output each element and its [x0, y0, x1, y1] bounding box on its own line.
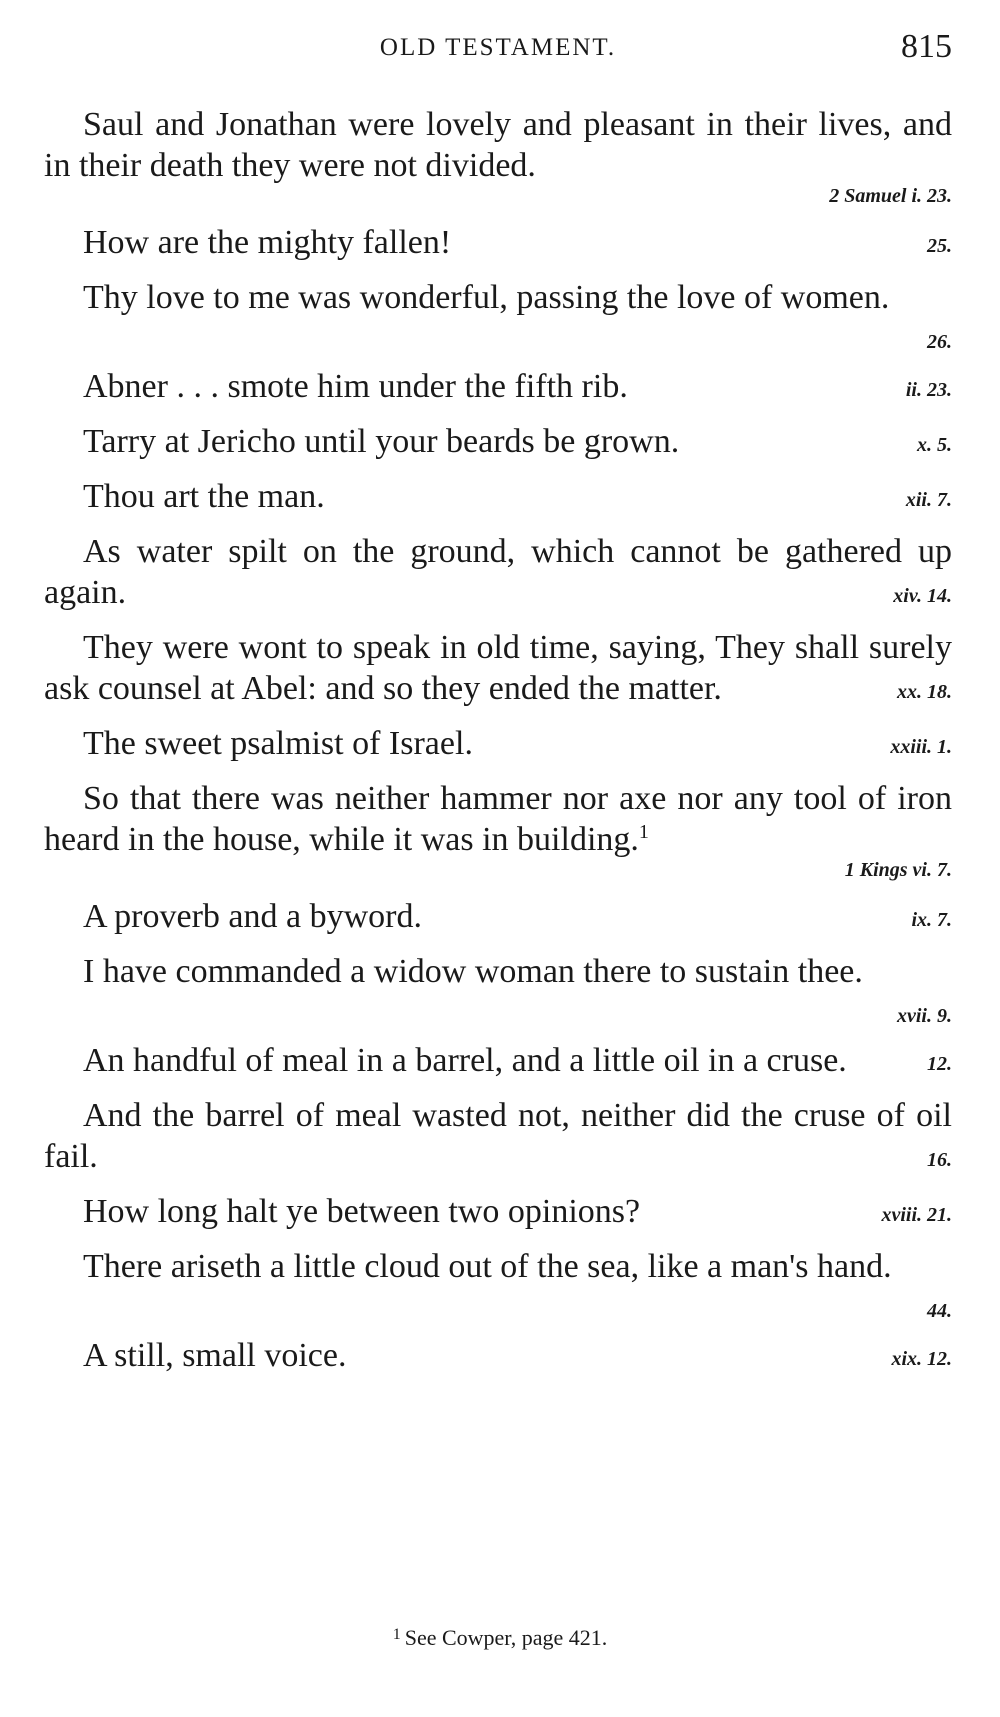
page-number: 815: [901, 28, 952, 65]
quotation-entry: [44, 277, 952, 352]
quotation-entry: [44, 366, 952, 407]
quote-reference: xxiii. 1.: [890, 736, 952, 758]
quote-text: They were wont to speak in old time, saying, They shall surely ask counsel at Abel: and so they ended the matter. xx. 18.: [44, 629, 952, 707]
quotation-entry: [44, 1191, 952, 1232]
quote-reference: 1 Kings vi. 7.: [844, 859, 952, 881]
quote-reference: xx. 18.: [897, 681, 952, 703]
quote-text: xii. 7. Thou art the man.: [83, 478, 952, 515]
quotation-entry: [44, 1095, 952, 1177]
quote-reference: xiv. 14.: [893, 585, 952, 607]
quotation-entry: [44, 723, 952, 764]
quote-reference: xvii. 9.: [897, 1005, 952, 1027]
quotation-entry: [44, 531, 952, 613]
quote-text: There ariseth a little cloud out of the sea, like a man's hand. 44.: [83, 1248, 952, 1322]
quote-text: And the barrel of meal wasted not, neither did the cruse of oil fail. 16.: [44, 1097, 952, 1175]
footnote-text: See Cowper, page 421.: [404, 1625, 608, 1650]
quote-text: Thy love to me was wonderful, passing the love of women. 26.: [83, 279, 952, 353]
quote-reference: 12.: [927, 1053, 952, 1075]
quote-text: xviii. 21. How long halt ye between two opinions?: [83, 1193, 952, 1230]
quotation-entry: [44, 476, 952, 517]
quote-reference: xii. 7.: [905, 489, 952, 511]
quotation-entry: [44, 627, 952, 709]
quote-reference: ii. 23.: [905, 379, 952, 401]
quotation-entry: [44, 896, 952, 937]
quote-reference: 16.: [927, 1149, 952, 1171]
quotations-list: [44, 104, 952, 1390]
quote-text: As water spilt on the ground, which cannot be gathered up again. xiv. 14.: [44, 533, 952, 611]
quote-text: ix. 7. A proverb and a byword.: [83, 898, 952, 935]
quote-text: x. 5. Tarry at Jericho until your beards be grown.: [83, 423, 952, 460]
page-header: [44, 30, 952, 70]
quote-text: An handful of meal in a barrel, and a little oil in a cruse. 12.: [83, 1042, 952, 1079]
quotation-entry: [44, 778, 952, 882]
quote-text: So that there was neither hammer nor axe nor any tool of iron heard in the house, while it was in building.$^1$: [44, 780, 952, 858]
quotation-entry: [44, 104, 952, 208]
quote-text: xxiii. 1. The sweet psalmist of Israel.: [83, 725, 952, 762]
quotation-entry: [44, 421, 952, 462]
quote-reference: 25.: [927, 235, 952, 257]
quote-reference: 44.: [927, 1300, 952, 1322]
quotation-entry: [44, 1335, 952, 1376]
quote-text: xix. 12. A still, small voice.: [83, 1337, 952, 1374]
quotation-entry: [44, 1246, 952, 1321]
quotation-entry: [44, 1040, 952, 1081]
running-head: OLD TESTAMENT.: [379, 34, 617, 61]
footnote-number: 1: [392, 1626, 401, 1643]
quote-text: Saul and Jonathan were lovely and pleasant in their lives, and in their death they were not divided.: [44, 106, 952, 184]
footnote-mark: 1: [638, 821, 649, 843]
quote-text: ii. 23. Abner . . . smote him under the fifth rib.: [83, 368, 952, 405]
quotation-entry: [44, 951, 952, 1026]
quote-reference: xviii. 21.: [881, 1204, 952, 1226]
quotation-entry: [44, 222, 952, 263]
footnote: [0, 1625, 1000, 1651]
quote-reference: ix. 7.: [911, 909, 952, 931]
quote-text: I have commanded a widow woman there to sustain thee. xvii. 9.: [83, 953, 952, 1027]
quote-reference: 26.: [927, 331, 952, 353]
quote-reference: xix. 12.: [891, 1348, 952, 1370]
quote-text: 25. How are the mighty fallen!: [83, 224, 952, 261]
quote-reference: 2 Samuel i. 23.: [829, 185, 952, 207]
quote-reference: x. 5.: [917, 434, 952, 456]
